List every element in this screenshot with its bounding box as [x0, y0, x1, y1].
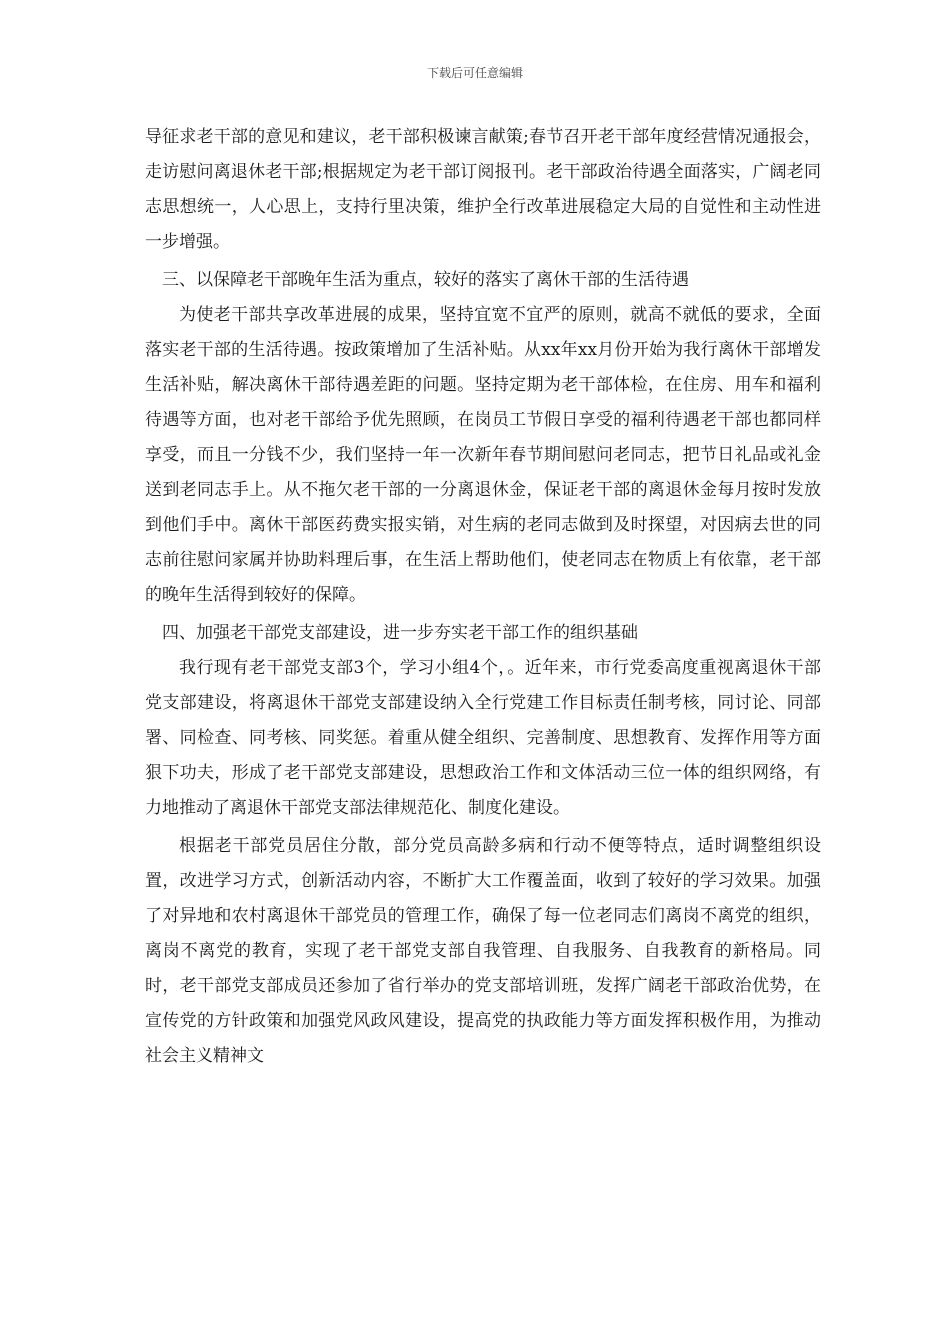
paragraph-organization: 根据老干部党员居住分散，部分党员高龄多病和行动不便等特点，适时调整组织设置，改进学习方式，创新活动内容，不断扩大工作覆盖面，收到了较好的学习效果。加强了对异地和农村离退休干部党员的管理工作，确保了每一位老同志们离岗不离党的组织，离岗不离党的教育，实现了老干部党支部自我管理、自我服务、自我教育的新格局。同时，老干部党支部成员还参加了省行举办的党支部培训班，发挥广阔老干部政治优势，在宣传党的方针政策和加强党风政风建设，提高党的执政能力等方面发挥积极作用，为推动社会主义精神文	[145, 836, 821, 1066]
section-heading-3: 三、以保障老干部晚年生活为重点，较好的落实了离休干部的生活待遇	[162, 270, 689, 290]
page-header: 下载后可任意编辑	[426, 66, 523, 80]
paragraph-party-branch: 我行现有老干部党支部3个，学习小组4个，。近年来，市行党委高度重视离退休干部党支部建设，将离退休干部党支部建设纳入全行党建工作目标责任制考核，同讨论、同部署、同检查、同考核、同奖惩。着重从健全组织、完善制度、思想教育、发挥作用等方面狠下功夫，形成了老干部党支部建设，思想政治工作和文体活动三位一体的组织网络，有力地推动了离退休干部党支部法律规范化、制度化建设。	[145, 658, 821, 818]
document-body	[145, 120, 821, 1074]
paragraph-living-benefits: 为使老干部共享改革进展的成果，坚持宜宽不宜严的原则，就高不就低的要求，全面落实老干部的生活待遇。按政策增加了生活补贴。从xx年xx月份开始为我行离休干部增发生活补贴，解决离休干部待遇差距的问题。坚持定期为老干部体检，在住房、用车和福利待遇等方面，也对老干部给予优先照顾，在岗员工节假日享受的福利待遇老干部也都同样享受，而且一分钱不少，我们坚持一年一次新年春节期间慰问老同志，把节日礼品或礼金送到老同志手上。从不拖欠老干部的一分离退休金，保证老干部的离退休金每月按时发放到他们手中。离休干部医药费实报实销，对生病的老同志做到及时探望，对因病去世的同志前往慰问家属并协助料理后事，在生活上帮助他们，使老同志在物质上有依靠，老干部的晚年生活得到较好的保障。	[145, 305, 821, 605]
paragraph-continuation: 导征求老干部的意见和建议，老干部积极谏言献策;春节召开老干部年度经营情况通报会，走访慰问离退休老干部;根据规定为老干部订阅报刊。老干部政治待遇全面落实，广阔老同志思想统一，人心思上，支持行里决策，维护全行改革进展稳定大局的自觉性和主动性进一步增强。	[145, 127, 821, 252]
section-heading-4: 四、加强老干部党支部建设，进一步夯实老干部工作的组织基础	[162, 623, 638, 643]
